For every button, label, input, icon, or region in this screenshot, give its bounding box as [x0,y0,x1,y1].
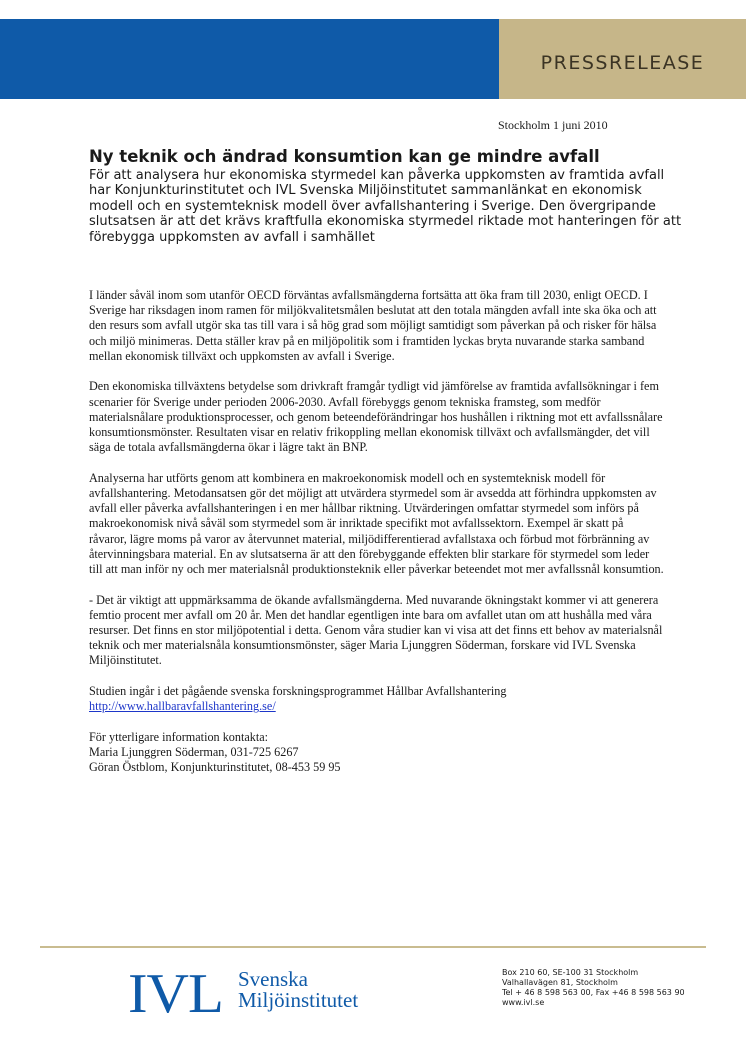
dateline: Stockholm 1 juni 2010 [498,118,608,132]
footer-divider [40,946,706,948]
program-link[interactable]: http://www.hallbaravfallshantering.se/ [89,699,276,714]
footer-address [502,968,742,1008]
ivl-logo-name [238,969,358,1011]
logo-line: Miljöinstitutet [238,988,359,1012]
ivl-logo [128,963,388,1026]
contact-line: Maria Ljunggren Söderman, 031-725 6267 [89,745,299,760]
contact-block [89,730,664,776]
address-line: Box 210 60, SE-100 31 Stockholm [502,968,639,977]
article-lead: För att analysera hur ekonomiska styrmedel kan påverka uppkomsten av framtida avfall har Konjunkturinstitutet och IVL Svenska Miljöinstitutet sammanlänkat en ekonomisk modell och en systemteknisk modell över avfallshantering i Sverige. Den övergripande slutsatsen är att det krävs kraftfulla ekonomiska styrmedel riktade mot hanteringen för att förebygga uppkomsten av avfall i samhället [89,168,682,245]
body-paragraph: Analyserna har utförts genom att kombinera en makroekonomisk modell och en systemteknisk modell för avfallshantering. Metodansatsen gör det möjligt att utvärdera styrmedel som är avsedda att förhindra uppkomsten av avfall eller påverka avfallshanteringen i en mer hållbar riktning. Utvärderingen omfattar styrmedel som införs på makroekonomisk nivå såväl som styrmedel som är inriktade specifikt mot avfallssektorn. Exempel är skatt på råvaror, lägre moms på varor av återvunnet material, miljödifferentierad avfallstaxa och förbud mot förbränning av återvinningsbara material. En av slutsatserna är att den förebyggande effekten blir starkare för styrmedel som leder till att man inför ny och mer materialsnål produktionsteknik eller påverkar beteendet mot mer avfallssnål konsumtion. [89,470,664,577]
contact-heading: För ytterligare information kontakta: [89,729,269,744]
pressrelease-label: PRESSRELEASE [540,52,705,74]
header-blue-band [0,19,499,99]
address-line: Valhallavägen 81, Stockholm [502,978,618,987]
body-paragraph: I länder såväl inom som utanför OECD förväntas avfallsmängderna fortsätta att öka fram till 2030, enligt OECD. I Sverige har riksdagen inom ramen för miljökvalitetsmålen beslutat att den totala mängden avfall inte ska öka och att den resurs som avfall utgör ska tas till vara i så hög grad som möjligt samtidigt som påverkan på och risker för hälsa och miljö minimeras. Detta ställer krav på en miljöpolitik som i framtiden lyckas bryta nuvarande starka samband mellan ekonomisk tillväxt och uppkomsten av avfall i Sverige. [89,288,657,363]
article-title: Ny teknik och ändrad konsumtion kan ge mindre avfall [89,147,600,166]
contact-line: Göran Östblom, Konjunkturinstitutet, 08-453 59 95 [89,760,341,775]
study-text: Studien ingår i det pågående svenska forskningsprogrammet Hållbar Avfallshantering [89,684,507,699]
study-paragraph [89,684,664,714]
address-line: Tel + 46 8 598 563 00, Fax +46 8 598 563 90 [502,988,685,997]
logo-line: Svenska [238,967,308,991]
article-body [89,288,664,791]
ivl-logo-mark: IVL [128,963,223,1025]
address-line: www.ivl.se [502,998,545,1007]
body-paragraph: Den ekonomiska tillväxtens betydelse som drivkraft framgår tydligt vid jämförelse av framtida avfallsökningar i fem scenarier för Sverige under perioden 2006-2030. Avfall förebyggs genom tekniska framsteg, som medför materialsnålare produktionsprocesser, och genom beteendeförändringar hos hushållen i riktning mot ett avfallssnålare konsumtionsmönster. Resultaten visar en relativ frikoppling mellan ekonomisk tillväxt och avfallsmängder, det vill säga de totala avfallsmängderna ökar i lägre takt än BNP. [89,379,663,455]
body-paragraph: - Det är viktigt att uppmärksamma de ökande avfallsmängderna. Med nuvarande ökningstakt kommer vi att generera femtio procent mer avfall om 20 år. Men det handlar egentligen inte bara om avfallet utan om att hushålla med våra resurser. Det finns en stor miljöpotential i detta. Genom våra studier kan vi visa att det finns ett behov av materialsnål teknik och mer materialsnåla konsumtionsmönster, säger Maria Ljunggren Söderman, forskare vid IVL Svenska Miljöinstitutet. [89,592,663,668]
header-gold-band [499,19,746,99]
